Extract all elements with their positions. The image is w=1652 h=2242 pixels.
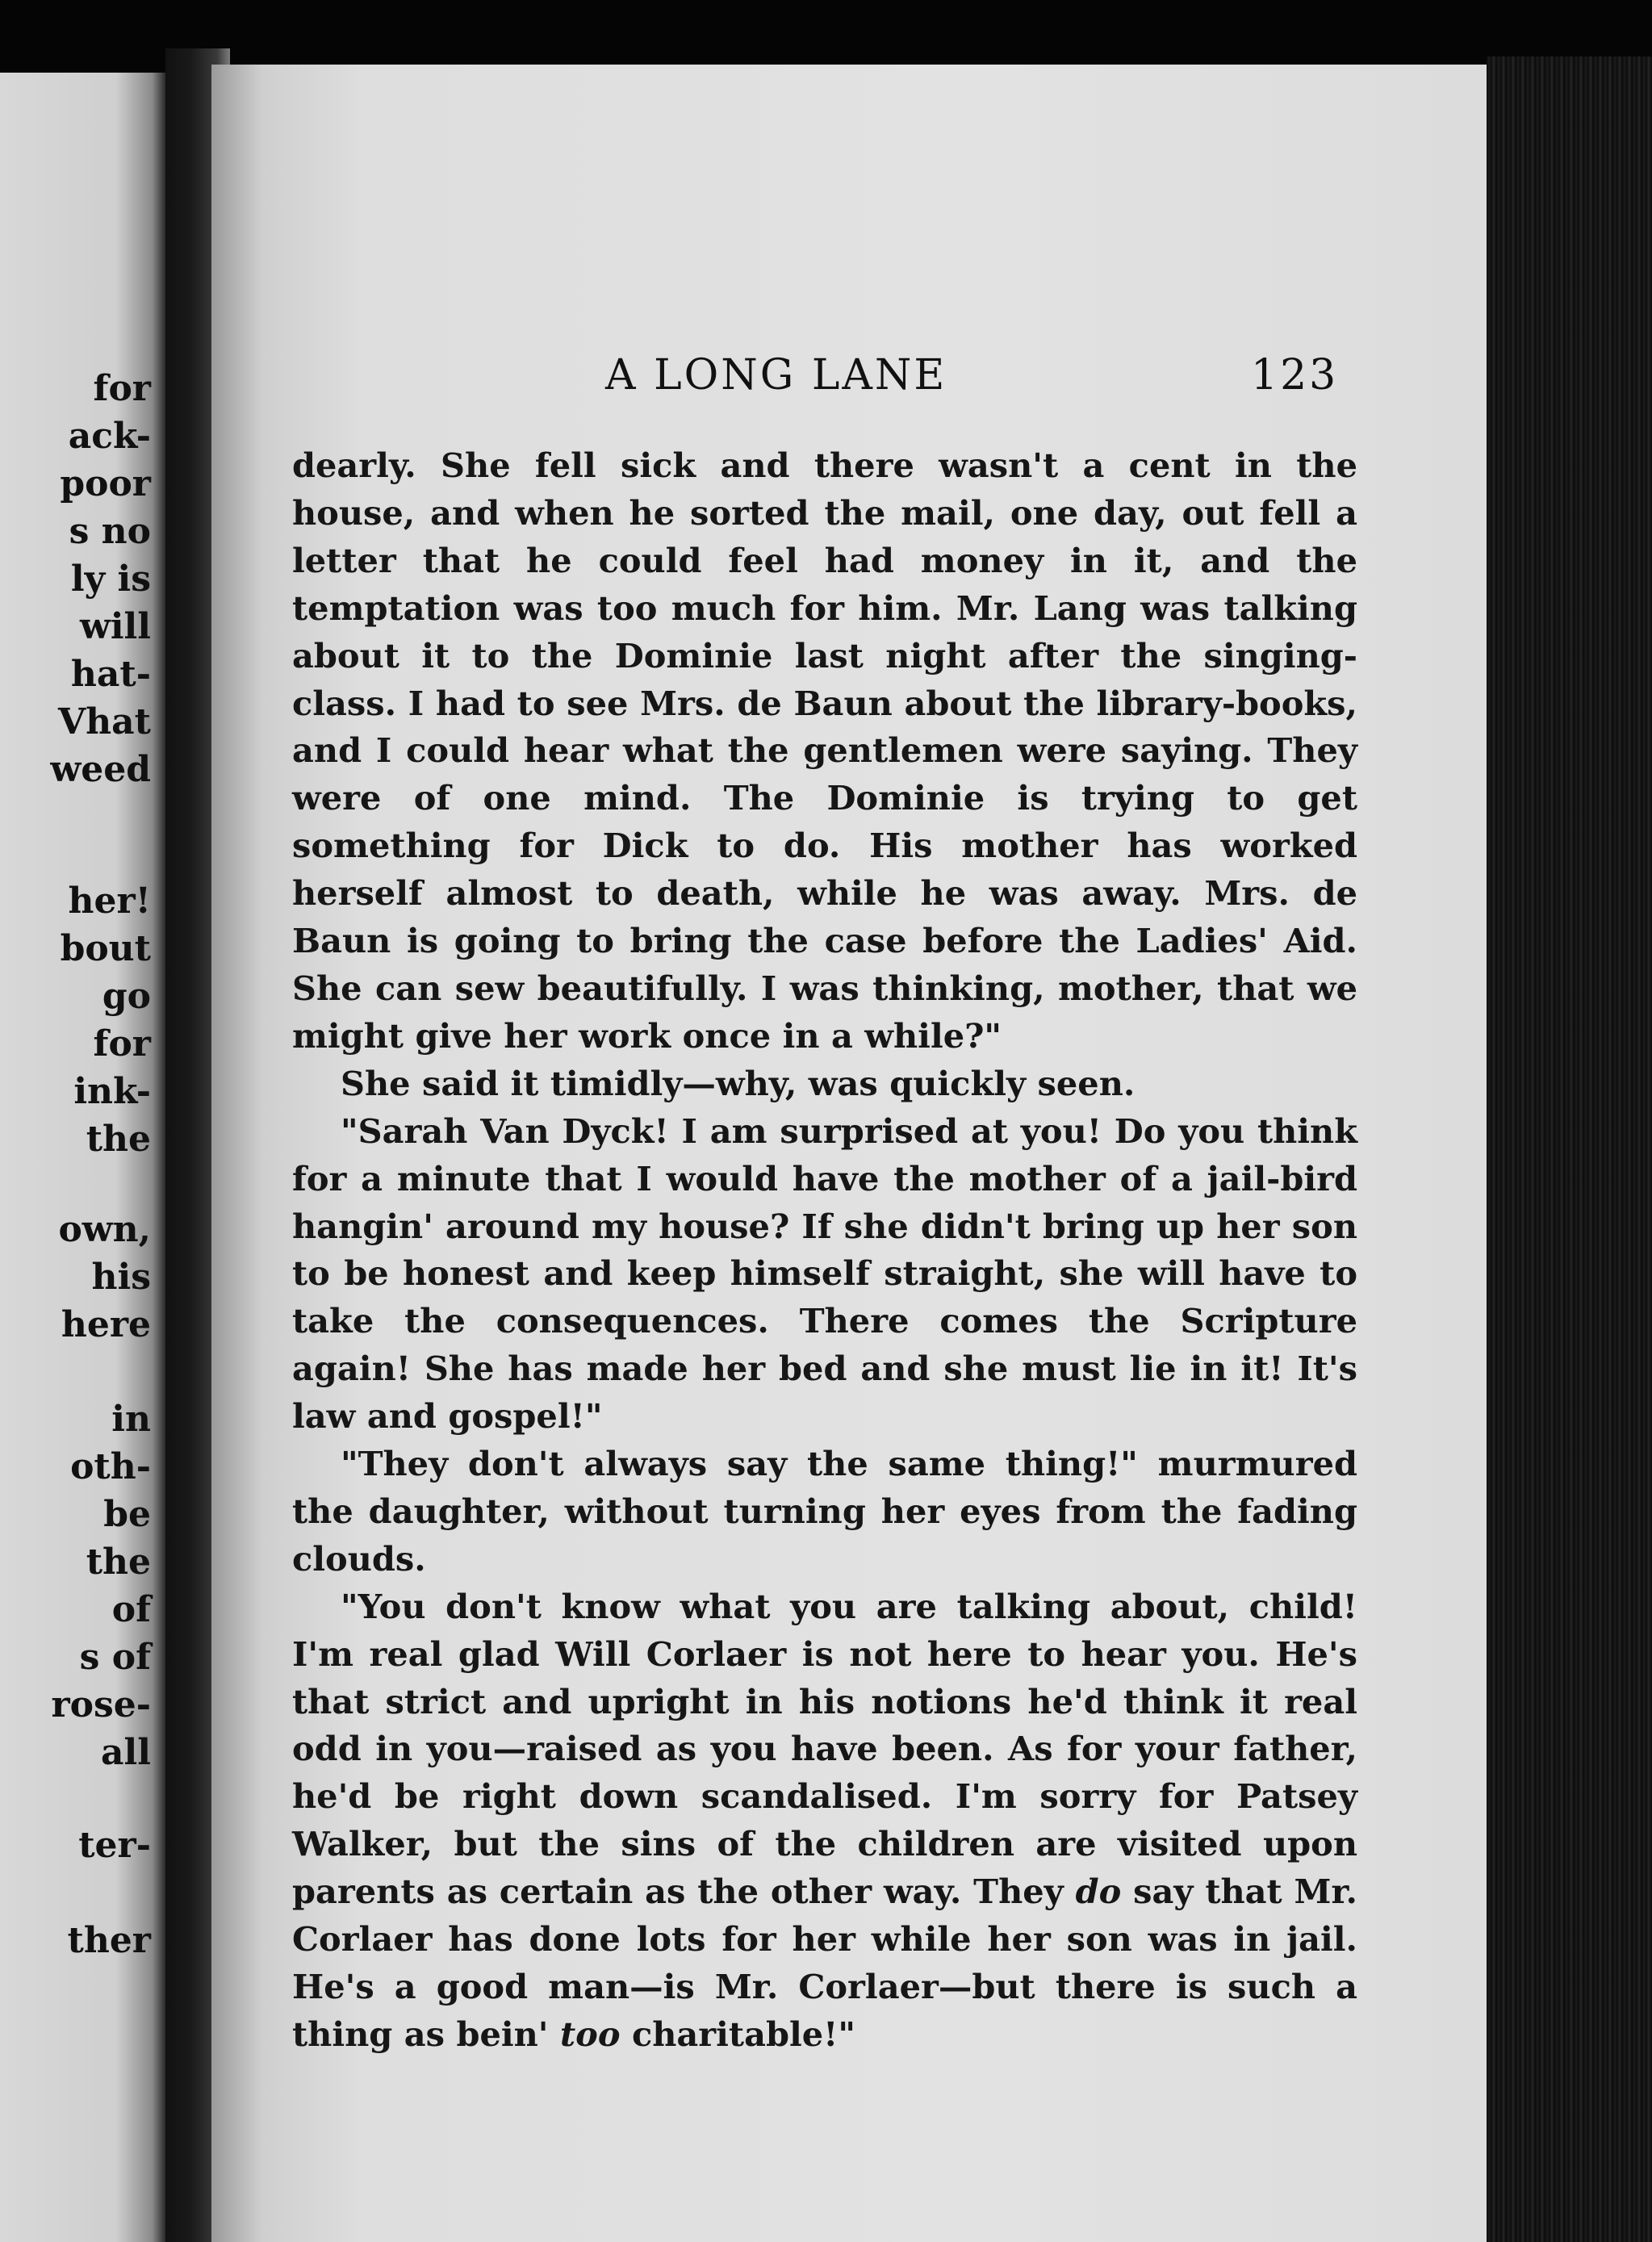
left-fragment: ther [67, 1920, 151, 1961]
page-body [292, 442, 1357, 2059]
left-fragment: Vhat [58, 701, 151, 742]
paragraph [292, 1583, 1357, 2059]
left-fragment: for [93, 1023, 151, 1065]
left-fragment: here [61, 1304, 151, 1345]
left-fragment: ink- [73, 1071, 151, 1112]
paragraph-text: "You don't know what you are talking about, child! I'm real glad Will Corlaer is not here to hear you. He's that strict and upright in his notions he'd think it real odd in you—raised as you have been. As for your father, he'd be right down scandalised. I'm sorry for Patsey Walker, but the sins of the children are visited upon parents as certain as the other way. They [292, 1586, 1357, 1912]
previous-page-edge [0, 73, 165, 2242]
left-fragment: ly is [70, 558, 151, 600]
left-fragment: be [103, 1494, 151, 1535]
left-fragment: weed [50, 749, 151, 790]
left-fragment: for [93, 368, 151, 409]
left-fragment: own, [58, 1209, 151, 1250]
paragraph-text: charitable!" [620, 2014, 855, 2054]
left-fragment: in [111, 1399, 151, 1440]
running-head-title: A LONG LANE [605, 351, 947, 399]
left-fragment: rose- [51, 1684, 151, 1725]
left-fragment: bout [60, 928, 151, 969]
left-fragment: his [91, 1257, 151, 1298]
running-head [211, 351, 1487, 399]
paragraph: She said it timidly—why, was quickly seen. [341, 1063, 1135, 1103]
left-fragment: of [111, 1589, 151, 1630]
paragraph: dearly. She fell sick and there wasn't a cent in the house, and when he sorted the mail, one day, out fell a letter that he could feel had money in it, and the temptation was too much for him. Mr. Lang was talking about it to the Dominie last night after the singing-class. I had to see Mrs. de Baun about the library-books, and I could hear what the gentlemen were saying. They were of one mind. The Dominie is trying to get something for Dick to do. His mother has worked herself almost to death, while he was away. Mrs. de Baun is going to bring the case before the Ladies' Aid. She can sew beautifully. I was thinking, mother, that we might give her work once in a while?" [292, 445, 1357, 1056]
paragraph: "Sarah Van Dyck! I am surprised at you! Do you think for a minute that I would have the mother of a jail-bird hangin' around my house? If she didn't bring up her son to be honest and keep himself straight, she will have to take the consequences. There comes the Scripture again! She has made her bed and she must lie in it! It's law and gospel!" [292, 1111, 1357, 1437]
page-edges [1487, 56, 1652, 2242]
book-page [211, 65, 1487, 2242]
paragraph: "They don't always say the same thing!" murmured the daughter, without turning her eyes from the fading clouds. [292, 1444, 1357, 1579]
left-fragment: ack- [68, 416, 151, 457]
left-fragment: the [86, 1541, 151, 1583]
left-fragment: s of [79, 1637, 151, 1678]
left-fragment: the [86, 1119, 151, 1160]
left-fragment: poor [60, 463, 151, 504]
left-fragment: all [101, 1732, 151, 1773]
left-fragment: hat- [70, 654, 151, 695]
paragraph-text: say that Mr. Corlaer has done lots for her while her son was in jail. He's a good man—is Mr. Corlaer—but there is such a thing as bein' [292, 1872, 1357, 2054]
left-fragment: will [79, 606, 151, 647]
left-fragment: oth- [70, 1446, 151, 1487]
left-fragment: go [102, 976, 151, 1017]
italic-word: too [559, 2014, 621, 2054]
page-number: 123 [1251, 351, 1339, 399]
left-fragment: her! [68, 880, 151, 922]
left-fragment: s no [69, 511, 151, 552]
left-fragment: ter- [78, 1825, 151, 1866]
italic-word: do [1075, 1872, 1122, 1912]
